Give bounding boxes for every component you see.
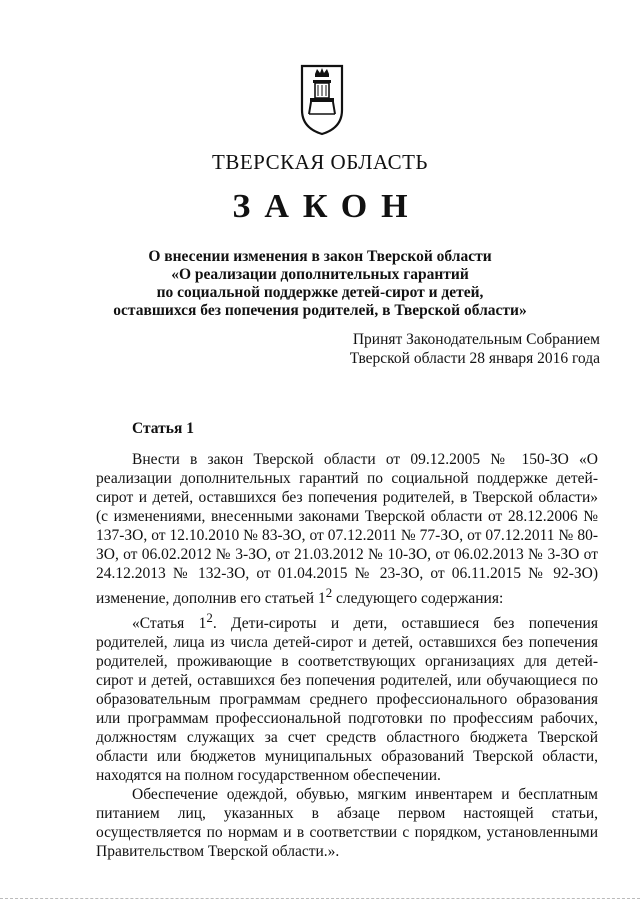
coat-of-arms-icon (300, 64, 344, 136)
paragraph-text: Внести в закон Тверской области от 09.12.2005 № 150-ЗО «О реализации дополнительных гарантий по социальной поддержке детей-сирот и детей, оставшихся без попечения родителей, в Тверской области» (с изменениями, внесенными законами Тверской области от 28.12.2006 № 137-ЗО, от 12.10.2010 № 83-ЗО, от 07.12.2011 № 77-ЗО, от 07.12.2011 № 80-ЗО, от 06.02.2012 № 3-ЗО, от 21.03.2012 № 10-ЗО, от 06.02.2013 № 3-ЗО от 24.12.2013 № 132-ЗО, от 01.04.2015 № 23-ЗО, от 06.11.2015 № 92-ЗО) изменение, дополнив его статьей 1 (96, 451, 598, 608)
paragraph: Обеспечение одеждой, обувью, мягким инвентарем и бесплатным питанием лиц, указанных в абзаце первом настоящей статьи, осуществляется по нормам и в соответствии с порядком, установленными Правительством Тверской области.». (96, 786, 598, 861)
superscript: 2 (325, 585, 333, 600)
law-title-line: по социальной поддержке детей-сирот и детей, (156, 284, 484, 301)
document-type: ЗАКОН (232, 188, 422, 225)
law-title (60, 248, 580, 320)
adoption-line: Тверской области 28 января 2016 года (349, 350, 600, 367)
adoption-note (350, 330, 600, 368)
article-body (96, 450, 598, 861)
law-title-line: «О реализации дополнительных гарантий (171, 266, 469, 283)
law-title-line: оставшихся без попечения родителей, в Тверской области» (113, 302, 527, 319)
paragraph-text: «Статья 1 (132, 615, 207, 633)
article-heading: Статья 1 (132, 420, 194, 437)
paragraph (96, 450, 598, 608)
scan-edge-line (0, 898, 640, 900)
paragraph (96, 608, 598, 785)
superscript: 2 (206, 610, 213, 626)
paragraph-text: следующего содержания: (332, 590, 504, 608)
law-title-line: О внесении изменения в закон Тверской области (148, 248, 492, 265)
adoption-line: Принят Законодательным Собранием (352, 331, 600, 348)
region-name: ТВЕРСКАЯ ОБЛАСТЬ (212, 150, 428, 174)
paragraph-text: . Дети-сироты и дети, оставшиеся без попечения родителей, лица из числа детей-сирот и детей, оставшихся без попечения родителей, проживающие в соответствующих организациях для детей-сирот и детей, оставшихся без попечения родителей, или обучающиеся по образовательным программам среднего профессионального образования или программам профессиональной подготовки по профессиям рабочих, должностям служащих за счет средств областного бюджета Тверской области или бюджетов муниципальных образований Тверской области, находятся на полном государственном обеспечении. (96, 615, 598, 785)
